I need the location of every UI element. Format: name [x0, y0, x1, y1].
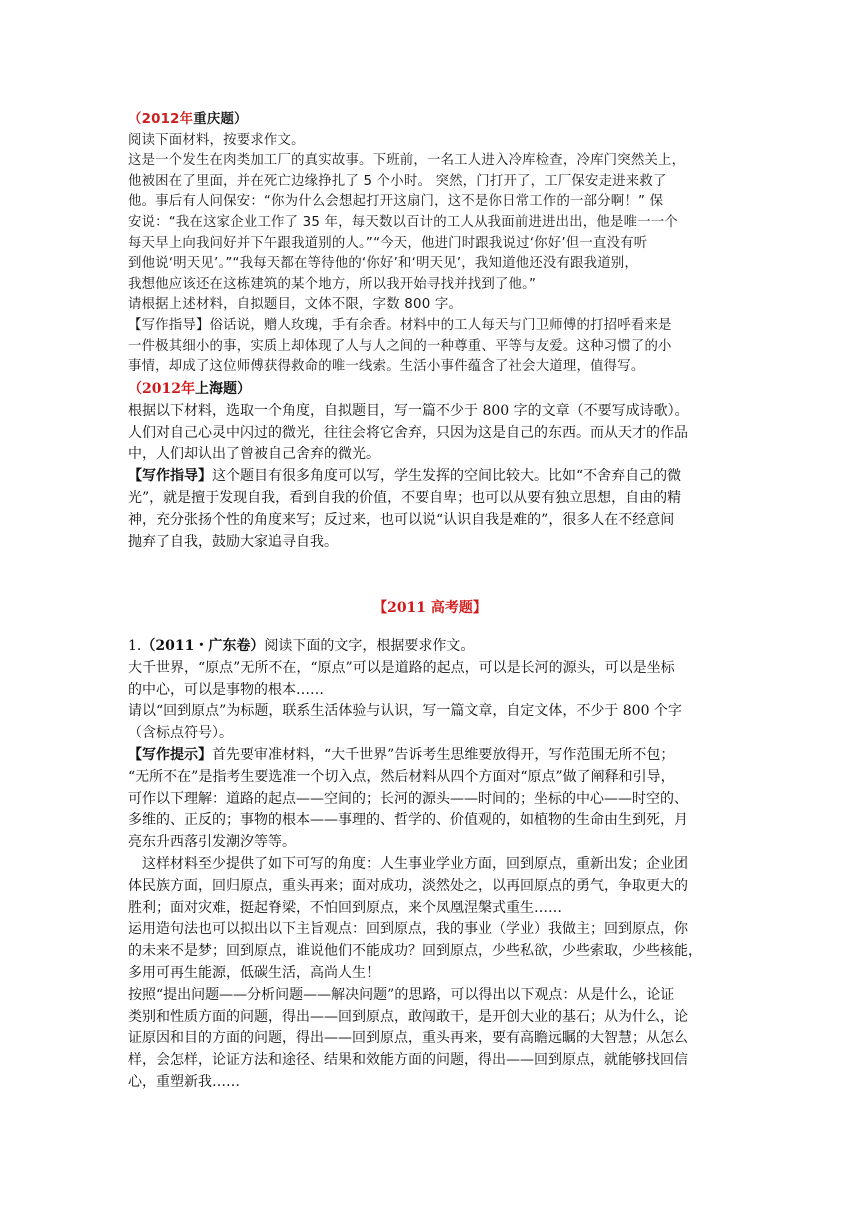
shanghai-section — [128, 379, 738, 553]
shanghai-guide-line: 光”，就是擅于发现自我，看到自我的价值，不要自卑；也可以从要有独立思想，自由的精 — [128, 489, 682, 506]
guangdong-para4-line: 按照“提出问题——分析问题——解决问题”的思路，可以得出以下观点：从是什么，论证 — [128, 986, 675, 1003]
shanghai-year-tail: 年 — [180, 381, 195, 397]
chongqing-line: 我想他应该还在这栋建筑的某个地方，所以我开始寻找并找到了他。” — [128, 276, 537, 292]
guangdong-para4-line: 证原因和目的方面的问题，得出——回到原点，重头再来，要有高瞻远瞩的大智慧；从怎么 — [128, 1030, 688, 1047]
guangdong-tip-line: 可作以下理解：道路的起点——空间的；长河的源头——时间的；坐标的中心——时空的、 — [128, 790, 688, 807]
guangdong-para3-line: 多用可再生能源，低碳生活，高尚人生！ — [128, 964, 380, 981]
guangdong-line: （含标点符号）。 — [128, 725, 233, 742]
shanghai-region: 上海题） — [194, 381, 251, 397]
chongqing-line: 到他说‘明天见’。”“我每天都在等待他的‘你好’和‘明天见’，我知道他还没有跟我道别， — [128, 256, 638, 272]
chongqing-guide-line — [128, 316, 733, 337]
guangdong-tip-text: 首先要审准材料，“大千世界”告诉考生思维要放得开，写作范围无所不包； — [212, 746, 675, 763]
chongqing-line: 每天早上向我问好并下午跟我道别的人。”“今天，他进门时跟我说过‘你好’但一直没有听 — [128, 235, 648, 251]
shanghai-year: （2012 — [128, 381, 181, 397]
chongqing-year: （2012 — [128, 112, 180, 127]
shanghai-guide-label: 【写作指导】 — [128, 468, 212, 485]
guangdong-heading — [128, 636, 738, 658]
chongqing-guide-line: 一件极其细小的事，实质上却体现了人与人之间的一种尊重、平等与友爱。这种习惯了的小 — [128, 338, 672, 354]
shanghai-heading — [128, 379, 738, 401]
chongqing-scan-block — [128, 110, 733, 378]
guangdong-line: 的中心，可以是事物的根本…… — [128, 681, 324, 698]
guangdong-para2-line: 这样材料至少提供了如下可写的角度：人生事业学业方面，回到原点，重新出发；企业团 — [142, 855, 688, 872]
guangdong-tip-label: 【写作提示】 — [128, 746, 212, 763]
guangdong-section — [128, 636, 738, 1094]
chongqing-heading — [128, 110, 733, 131]
guangdong-para4-line: 心，重塑新我…… — [128, 1073, 240, 1090]
chongqing-line: 安说：“我在这家企业工作了 35 年，每天数以百计的工人从我面前进进出出，他是唯一一个 — [128, 214, 678, 230]
guangdong-para3-line: 的未来不是梦；回到原点，谁说他们不能成功？回到原点，少些私欲，少些索取，少些核能， — [128, 943, 702, 960]
guangdong-para3-line: 运用造句法也可以拟出以下主旨观点：回到原点，我的事业（学业）我做主；回到原点，你 — [128, 921, 688, 938]
chongqing-line: 他。事后有人问保安：“你为什么会想起打开这扇门，这不是你日常工作的一部分啊！” 保 — [128, 194, 664, 210]
guangdong-number: 1. — [128, 638, 142, 654]
guangdong-source: （2011・广东卷） — [141, 638, 265, 654]
chongqing-line: 阅读下面材料，按要求作文。 — [128, 132, 305, 148]
chongqing-year-tail: 年 — [179, 112, 194, 127]
guangdong-tip-line: 亮东升西落引发潮汐等等。 — [128, 834, 296, 851]
shanghai-line: 人们对自己心灵中闪过的微光，往往会将它舍弃，只因为这是自己的东西。而从天才的作品 — [128, 424, 688, 441]
guangdong-para2-line: 胜利；面对灾难，挺起脊梁，不怕回到原点，来个凤凰涅槃式重生…… — [128, 899, 562, 916]
guangdong-para4-line: 样，会怎样，论证方法和途径、结果和效能方面的问题，得出——回到原点，就能够找回信 — [128, 1052, 688, 1069]
guangdong-para4-line: 类别和性质方面的问题，得出——回到原点，敢闯敢干，是开创大业的基石；从为什么，论 — [128, 1008, 688, 1025]
shanghai-guide-text: 这个题目有很多角度可以写，学生发挥的空间比较大。比如“不舍弃自己的微 — [212, 468, 682, 485]
guangdong-tip-line — [128, 745, 738, 767]
section-title: 【2011 高考题】 — [373, 600, 487, 616]
guangdong-intro: 阅读下面的文字，根据要求作文。 — [264, 638, 475, 654]
guangdong-line: 请以“回到原点”为标题，联系生活体验与认识，写一篇文章，自定文体，不少于 800 个字 — [128, 703, 682, 720]
guangdong-tip-line: 多维的、正反的；事物的根本——事理的、哲学的、价值观的，如植物的生命由生到死，月 — [128, 812, 688, 829]
guangdong-para2-line: 体民族方面，回归原点，重头再来；面对成功，淡然处之，以再回原点的勇气，争取更大的 — [128, 877, 688, 894]
chongqing-region: 重庆题） — [193, 112, 248, 127]
guangdong-tip-line: “无所不在”是指考生要选准一个切入点，然后材料从四个方面对“原点”做了阐释和引导， — [128, 768, 675, 785]
shanghai-line: 中，人们却认出了曾被自己舍弃的微光。 — [128, 446, 380, 463]
shanghai-line: 根据以下材料，选取一个角度，自拟题目，写一篇不少于 800 字的文章（不要写成诗歌）。 — [128, 402, 689, 419]
chongqing-guide-text: 俗话说，赠人玫瑰，手有余香。材料中的工人每天与门卫师傅的打招呼看来是 — [209, 317, 672, 333]
chongqing-line: 请根据上述材料，自拟题目，文体不限，字数 800 字。 — [128, 297, 463, 313]
shanghai-guide-line: 抛弃了自我，鼓励大家追寻自我。 — [128, 533, 338, 550]
shanghai-guide-line: 神，充分张扬个性的角度来写；反过来，也可以说“认识自我是难的”，很多人在不经意间 — [128, 511, 675, 528]
chongqing-line: 他被困在了里面，并在死亡边缘挣扎了 5 个小时。 突然，门打开了，工厂保安走进来救了 — [128, 173, 667, 189]
shanghai-guide-line — [128, 466, 738, 488]
chongqing-guide-line: 事情，却成了这位师傅获得救命的唯一线索。生活小事件蕴含了社会大道理，值得写。 — [128, 359, 645, 375]
chongqing-guide-label: 【写作指导】 — [128, 317, 210, 333]
chongqing-line: 这是一个发生在肉类加工厂的真实故事。下班前，一名工人进入冷库检查，冷库门突然关上， — [128, 153, 686, 169]
guangdong-line: 大千世界，“原点”无所不在，“原点”可以是道路的起点，可以是长河的源头，可以是坐标 — [128, 659, 675, 676]
